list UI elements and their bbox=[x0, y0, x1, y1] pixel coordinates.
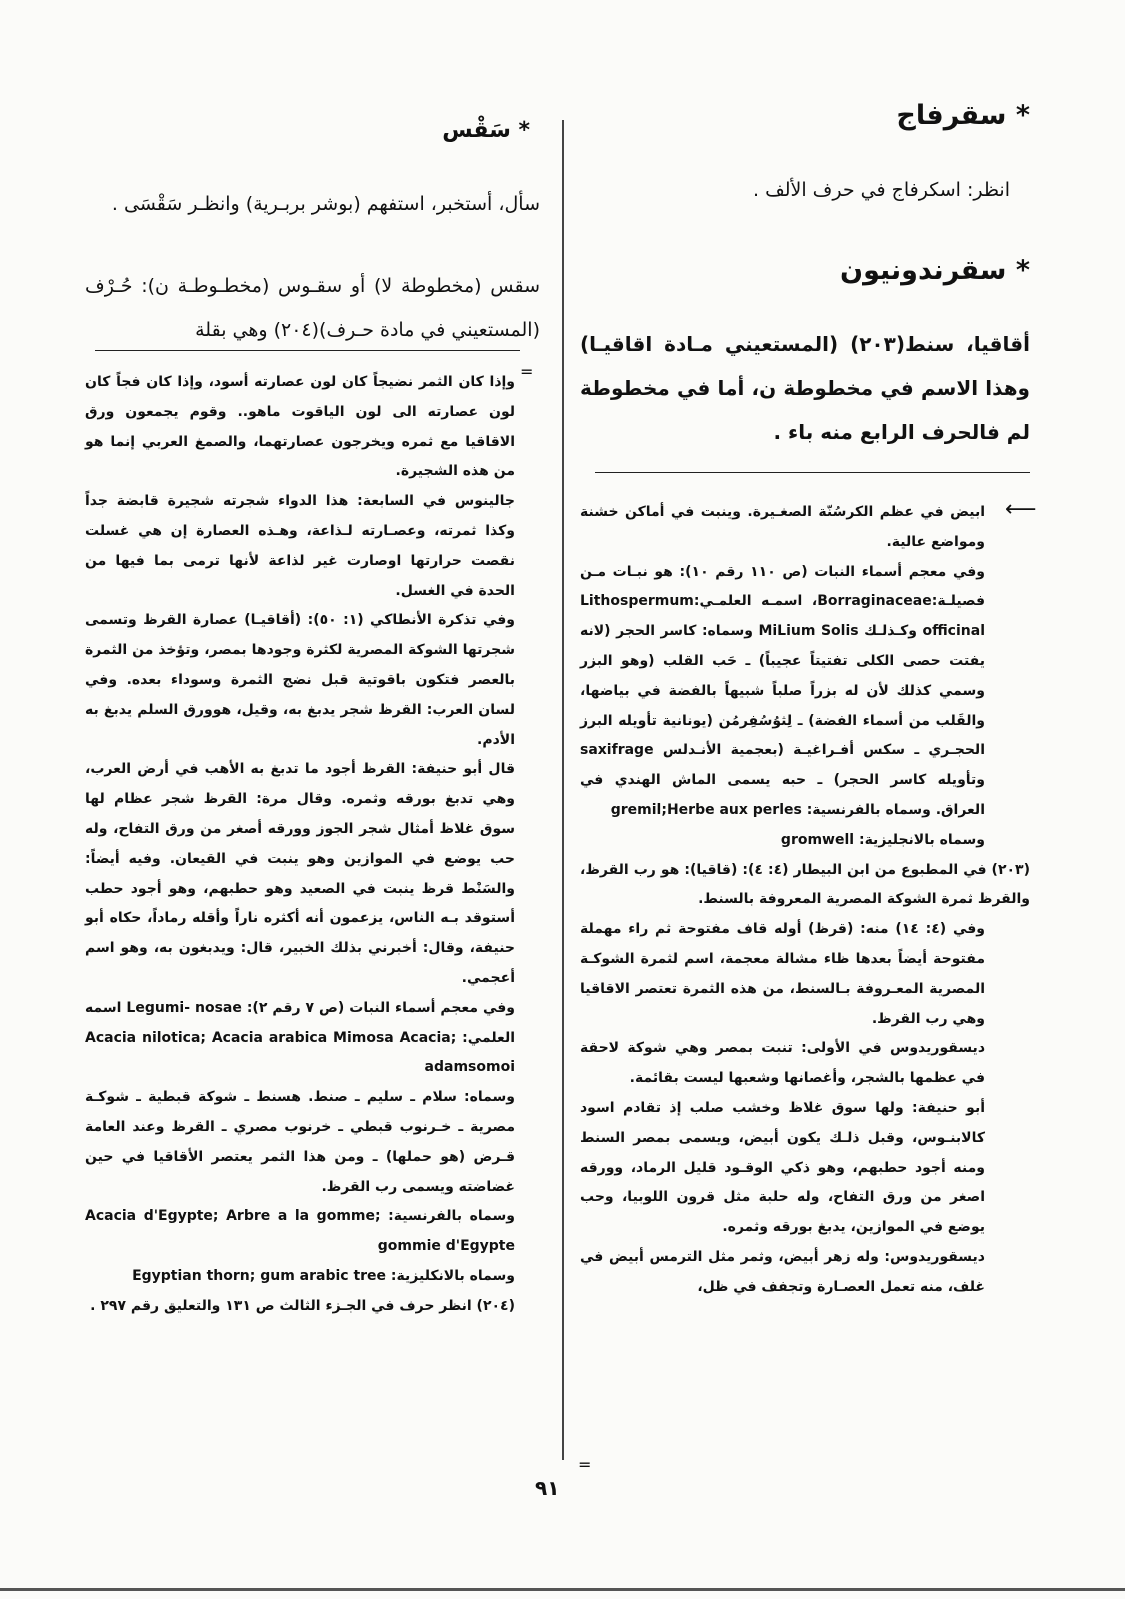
footnote-paragraph: وسماه: سلام ـ سليم ـ صنط. هسنط ـ شوكة قبطية ـ شوكـة مصرية ـ خـرنوب قبطي ـ خرنوب مصري ـ القرظ وعند العامة قـرض (هو حملها) ـ ومن هذا الثمر يعتصر الأقاقيا في حين غضاضته ويسمى رب القرظ. bbox=[85, 1089, 515, 1195]
entry-text-saqrafaj: انظر: اسكرفاج في حرف الألف . bbox=[752, 179, 1010, 201]
footnote-paragraph: أبو حنيفة: ولها سوق غلاظ وخشب صلب إذ تقادم اسود كالابنـوس، وقبل ذلـك يكون أبيض، ويسمى بمصر السنط ومنه أجود حطبهم، وهو ذكي الوقـود قليل الرماد، وورقه اصغر من ورق التفاح، وله حلبة مثل قرون اللوبيا، وحب يوضع في الموازين، يدبغ بورقه وثمره. bbox=[580, 1099, 985, 1236]
footnote-paragraph: وإذا كان الثمر نضيجاً كان لون عصارته أسود، وإذا كان فجاً كان لون عصارته الى لون الياقوت ماهو.. وقوم يجمعون ورق الاقاقيا مع ثمره ويخرجون عصارتهما، والصمغ العربي إنما هو من هذه الشجيرة. bbox=[85, 374, 515, 480]
scan-edge-line bbox=[0, 1588, 1125, 1591]
entry-text-saqs: سأل، أستخبر، استفهم (بوشر بربـرية) وانظـر سَقْسَى . bbox=[111, 193, 540, 215]
footnote-paragraph: قال أبو حنيفة: القرظ أجود ما تدبغ به الأهب في أرض العرب، وهي تدبغ بورقه وثمره. وقال مرة: القرظ شجر عظام لها سوق غلاظ أمثال شجر الجوز وورقه أصغر من ورق التفاح، وله حب يوضع في الموازين وهو ينبت في القيعان. وفيه أيضاً: والسَنْط قرظ ينبت في الصعيد وهو حطبهم، وهو أجود حطب أستوقد بـه الناس، يزعمون أنه أكثره ناراً وأقله رماداً، حكاه أبو حنيفة، وقال: أخبرني بذلك الخبير، قال: ويدبغون به، وهو اسم أعجمي. bbox=[85, 761, 515, 986]
left-footnotes bbox=[85, 368, 515, 1322]
right-footnotes bbox=[580, 498, 1031, 1303]
footnote-paragraph: ديسقوريدوس في الأولى: تنبت بمصر وهي شوكة لاحقة في عظمها بالشجر، وأغصانها وشعبها ليست بقائمة. bbox=[580, 1040, 985, 1087]
column-divider bbox=[562, 120, 564, 1460]
footnote-paragraph: وفي معجم أسماء النبات (ص ١١٠ رقم ١٠): هو نبـات مـن فصيلـة:Borraginaceae، اسمـه العلمـي:Lithospermum officinal وكـذلـك MiLium Solis وسماه: كاسر الحجر (لانه يفتت حصى الكلى تفتيتاً عجيباً) ـ حَب القلب (وهو البزر وسمي كذلك لأن له بزراً صلباً شبيهاً بالفضة في بياضها، والقَلب من أسماء الفضة) ـ لِثوُسُفِرمُن (يونانية تأويله البرز الحجـري ـ سكس أفـراغيـة (بعجمية الأنـدلس saxifrage وتأويله كاسر الحجر) ـ حبه يسمى الماش الهندي في العراق. وسماه بالفرنسية: gremil;Herbe aux perles bbox=[580, 563, 986, 818]
footnote-paragraph: وسماه بالانجليزية: gromwell bbox=[780, 831, 985, 848]
entry-text-saqrandonyun: أقاقيا، سنط(٢٠٣) (المستعيني مـادة اقاقيـا) وهذا الاسم في مخطوطة ن، أما في مخطوطة لم فالحرف الرابع منه باء . bbox=[580, 332, 1030, 444]
right-footnote-rule bbox=[595, 472, 1030, 473]
equals-mark: = bbox=[520, 362, 534, 381]
entry-heading-saqs: * سَقْس bbox=[442, 118, 530, 143]
footnote-203: (٢٠٣) في المطبوع من ابن البيطار (٤: ٤): (قاقيا): هو رب القرظ، والقرظ ثمرة الشوكة المصرية المعروفة بالسنط. bbox=[580, 861, 1031, 908]
footnote-paragraph: ديسقوريدوس: وله زهر أبيض، وثمر مثل الترمس أبيض في غلف، منه تعمل العصـارة وتجفف في ظل، bbox=[580, 1248, 985, 1295]
footnote-paragraph: وسماه بالفرنسية: Acacia d'Egypte; Arbre a la gomme; gommie d'Egypte bbox=[85, 1208, 515, 1255]
left-footnote-rule bbox=[95, 350, 520, 351]
footnote-paragraph: وسماه بالانكليزية: Egyptian thorn; gum arabic tree bbox=[132, 1267, 515, 1284]
footnote-paragraph: وفي (٤: ١٤) منه: (قرظ) أوله قاف مفتوحة ثم راء مهملة مفتوحة أيضاً بعدها ظاء مشالة معجمة، اسم لثمرة الشوكـة المصرية المعـروفة بـالسنط، من هذه الثمرة تعتصر الاقاقيا وهي رب القرظ. bbox=[580, 921, 985, 1027]
entry-text-saqs-2: سقس (مخطوطة لا) أو سقـوس (مخطـوطـة ن): حُـرْف (المستعيني في مادة حـرف)(٢٠٤) وهي بقلة bbox=[85, 275, 540, 341]
footnote-paragraph: ابيض في عظم الكرسُنّة الصغـيرة. وينبت في أماكن خشنة ومواضع عالية. bbox=[580, 504, 985, 550]
arrow-icon: ⟵ bbox=[1005, 497, 1037, 522]
footnote-paragraph: جالينوس في السابعة: هذا الدواء شجرته شجيرة قابضة جداً وكذا ثمرته، وعصـارته لـذاعة، وهـذه العصارة إن هي غسلت نقصت حرارتها اوصارت غير لذاعة لأنها ترمى بما فيها من الحدة في الغسل. bbox=[85, 493, 515, 599]
entry-heading-saqrafaj: * سقرفاج bbox=[896, 100, 1030, 131]
footnote-paragraph: وفي تذكرة الأنطاكي (١: ٥٠): (أقاقيـا) عصارة القرظ وتسمى شجرتها الشوكة المصرية لكثرة وجودها بمصر، وتؤخذ من الثمرة بالعصر فتكون باقوتية قبل نضج الثمرة وسوداء بعده. وفي لسان العرب: القرظ شجر يدبغ به، وقيل، هوورق السلم يدبغ به الأدم. bbox=[85, 612, 515, 748]
entry-heading-saqrandonyun: * سقرندونيون bbox=[840, 255, 1030, 286]
footnote-204: (٢٠٤) انظر حرف في الجـزء الثالث ص ١٣١ والتعليق رقم ٢٩٧ . bbox=[90, 1297, 515, 1314]
footnote-paragraph: وفي معجم أسماء النبات (ص ٧ رقم ٢): Legumi- nosae اسمه العلمي: Acacia nilotica; Acacia arabica Mimosa Acacia; adamsomoi bbox=[85, 999, 516, 1076]
page-number: ٩١ bbox=[535, 1476, 560, 1500]
equals-mark: = bbox=[578, 1455, 592, 1474]
